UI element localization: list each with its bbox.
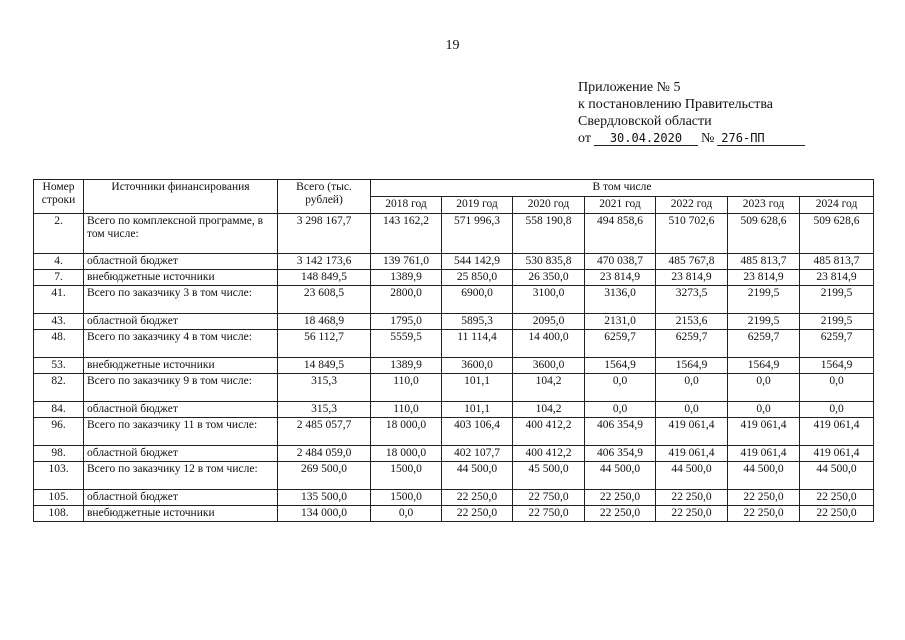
year-value-cell: 22 250,0 — [442, 506, 513, 522]
total-cell: 269 500,0 — [278, 462, 371, 490]
source-name-cell: Всего по заказчику 12 в том числе: — [84, 462, 278, 490]
year-value-cell: 45 500,0 — [513, 462, 585, 490]
year-value-cell: 25 850,0 — [442, 270, 513, 286]
year-value-cell: 6259,7 — [728, 330, 800, 358]
resolution-date-row — [578, 130, 805, 147]
total-cell: 315,3 — [278, 402, 371, 418]
from-label: от — [578, 131, 591, 146]
year-value-cell: 485 813,7 — [800, 254, 874, 270]
total-cell: 56 112,7 — [278, 330, 371, 358]
source-name-cell: областной бюджет — [84, 446, 278, 462]
year-value-cell: 6259,7 — [585, 330, 656, 358]
total-cell: 148 849,5 — [278, 270, 371, 286]
source-name-cell: областной бюджет — [84, 490, 278, 506]
source-name-cell: Всего по заказчику 9 в том числе: — [84, 374, 278, 402]
year-value-cell: 485 813,7 — [728, 254, 800, 270]
year-value-cell: 0,0 — [656, 402, 728, 418]
year-value-cell: 139 761,0 — [371, 254, 442, 270]
source-name-cell: областной бюджет — [84, 314, 278, 330]
header-including: В том числе — [371, 180, 874, 197]
header-year: 2022 год — [656, 197, 728, 214]
source-name-cell: внебюджетные источники — [84, 270, 278, 286]
year-value-cell: 23 814,9 — [585, 270, 656, 286]
row-number-cell: 43. — [34, 314, 84, 330]
header-year: 2023 год — [728, 197, 800, 214]
header-year: 2019 год — [442, 197, 513, 214]
header-total: Всего (тыс. рублей) — [278, 180, 371, 214]
year-value-cell: 11 114,4 — [442, 330, 513, 358]
year-value-cell: 419 061,4 — [728, 446, 800, 462]
year-value-cell: 544 142,9 — [442, 254, 513, 270]
year-value-cell: 510 702,6 — [656, 214, 728, 254]
row-number-cell: 96. — [34, 418, 84, 446]
table-body — [34, 214, 874, 522]
year-value-cell: 0,0 — [728, 402, 800, 418]
year-value-cell: 110,0 — [371, 402, 442, 418]
total-cell: 315,3 — [278, 374, 371, 402]
year-value-cell: 2131,0 — [585, 314, 656, 330]
header-row-number: Номер строки — [34, 180, 84, 214]
year-value-cell: 22 250,0 — [656, 506, 728, 522]
appendix-title: Приложение № 5 — [578, 80, 681, 95]
row-number-cell: 108. — [34, 506, 84, 522]
row-number-cell: 53. — [34, 358, 84, 374]
year-value-cell: 419 061,4 — [656, 446, 728, 462]
year-value-cell: 2199,5 — [728, 314, 800, 330]
table-row — [34, 286, 874, 314]
row-number-cell: 103. — [34, 462, 84, 490]
source-name-cell: Всего по комплексной программе, в том числе: — [84, 214, 278, 254]
year-value-cell: 3100,0 — [513, 286, 585, 314]
year-value-cell: 400 412,2 — [513, 418, 585, 446]
table-row — [34, 214, 874, 254]
year-value-cell: 402 107,7 — [442, 446, 513, 462]
year-value-cell: 419 061,4 — [656, 418, 728, 446]
appendix-line-resolution: к постановлению Правительства — [578, 97, 774, 112]
source-name-cell: Всего по заказчику 11 в том числе: — [84, 418, 278, 446]
year-value-cell: 419 061,4 — [800, 418, 874, 446]
year-value-cell: 104,2 — [513, 402, 585, 418]
table-row — [34, 374, 874, 402]
year-value-cell: 470 038,7 — [585, 254, 656, 270]
page-number: 19 — [445, 38, 460, 53]
year-value-cell: 22 250,0 — [800, 506, 874, 522]
year-value-cell: 23 814,9 — [656, 270, 728, 286]
table-row — [34, 270, 874, 286]
year-value-cell: 44 500,0 — [585, 462, 656, 490]
year-value-cell: 0,0 — [371, 506, 442, 522]
year-value-cell: 0,0 — [656, 374, 728, 402]
year-value-cell: 44 500,0 — [442, 462, 513, 490]
year-value-cell: 22 250,0 — [585, 490, 656, 506]
year-value-cell: 3273,5 — [656, 286, 728, 314]
header-sources: Источники финансирования — [84, 180, 278, 214]
year-value-cell: 1564,9 — [800, 358, 874, 374]
year-value-cell: 494 858,6 — [585, 214, 656, 254]
financing-table — [33, 179, 874, 522]
table-row — [34, 506, 874, 522]
total-cell: 3 298 167,7 — [278, 214, 371, 254]
year-value-cell: 104,2 — [513, 374, 585, 402]
table-row — [34, 418, 874, 446]
row-number-cell: 41. — [34, 286, 84, 314]
year-value-cell: 22 250,0 — [800, 490, 874, 506]
year-value-cell: 2153,6 — [656, 314, 728, 330]
year-value-cell: 1564,9 — [728, 358, 800, 374]
year-value-cell: 2095,0 — [513, 314, 585, 330]
year-value-cell: 18 000,0 — [371, 446, 442, 462]
year-value-cell: 419 061,4 — [800, 446, 874, 462]
year-value-cell: 3136,0 — [585, 286, 656, 314]
year-value-cell: 14 400,0 — [513, 330, 585, 358]
year-value-cell: 419 061,4 — [728, 418, 800, 446]
year-value-cell: 22 250,0 — [656, 490, 728, 506]
year-value-cell: 101,1 — [442, 402, 513, 418]
table-row — [34, 462, 874, 490]
year-value-cell: 3600,0 — [513, 358, 585, 374]
header-year: 2021 год — [585, 197, 656, 214]
year-value-cell: 1500,0 — [371, 462, 442, 490]
resolution-date: 30.04.2020 — [594, 131, 698, 146]
year-value-cell: 1389,9 — [371, 358, 442, 374]
year-value-cell: 2800,0 — [371, 286, 442, 314]
year-value-cell: 5559,5 — [371, 330, 442, 358]
total-cell: 134 000,0 — [278, 506, 371, 522]
year-value-cell: 44 500,0 — [728, 462, 800, 490]
row-number-cell: 48. — [34, 330, 84, 358]
year-value-cell: 0,0 — [728, 374, 800, 402]
appendix-line-region: Свердловской области — [578, 114, 712, 129]
source-name-cell: областной бюджет — [84, 254, 278, 270]
row-number-cell: 82. — [34, 374, 84, 402]
row-number-cell: 2. — [34, 214, 84, 254]
year-value-cell: 3600,0 — [442, 358, 513, 374]
year-value-cell: 403 106,4 — [442, 418, 513, 446]
header-year: 2020 год — [513, 197, 585, 214]
year-value-cell: 2199,5 — [800, 286, 874, 314]
year-value-cell: 509 628,6 — [800, 214, 874, 254]
year-value-cell: 44 500,0 — [800, 462, 874, 490]
year-value-cell: 6259,7 — [800, 330, 874, 358]
total-cell: 3 142 173,6 — [278, 254, 371, 270]
year-value-cell: 400 412,2 — [513, 446, 585, 462]
year-value-cell: 1795,0 — [371, 314, 442, 330]
table-row — [34, 446, 874, 462]
year-value-cell: 23 814,9 — [728, 270, 800, 286]
total-cell: 2 485 057,7 — [278, 418, 371, 446]
row-number-cell: 4. — [34, 254, 84, 270]
year-value-cell: 1389,9 — [371, 270, 442, 286]
total-cell: 23 608,5 — [278, 286, 371, 314]
year-value-cell: 5895,3 — [442, 314, 513, 330]
year-value-cell: 1564,9 — [585, 358, 656, 374]
header-year: 2024 год — [800, 197, 874, 214]
number-label: № — [700, 131, 715, 146]
year-value-cell: 1564,9 — [656, 358, 728, 374]
year-value-cell: 22 750,0 — [513, 506, 585, 522]
year-value-cell: 143 162,2 — [371, 214, 442, 254]
year-value-cell: 44 500,0 — [656, 462, 728, 490]
year-value-cell: 571 996,3 — [442, 214, 513, 254]
total-cell: 14 849,5 — [278, 358, 371, 374]
year-value-cell: 509 628,6 — [728, 214, 800, 254]
table-row — [34, 402, 874, 418]
year-value-cell: 2199,5 — [800, 314, 874, 330]
year-value-cell: 18 000,0 — [371, 418, 442, 446]
year-value-cell: 406 354,9 — [585, 446, 656, 462]
year-value-cell: 110,0 — [371, 374, 442, 402]
table-row — [34, 314, 874, 330]
year-value-cell: 1500,0 — [371, 490, 442, 506]
source-name-cell: областной бюджет — [84, 402, 278, 418]
year-value-cell: 6259,7 — [656, 330, 728, 358]
year-value-cell: 485 767,8 — [656, 254, 728, 270]
row-number-cell: 7. — [34, 270, 84, 286]
year-value-cell: 0,0 — [585, 402, 656, 418]
table-row — [34, 358, 874, 374]
year-value-cell: 0,0 — [800, 402, 874, 418]
header-row-top — [34, 180, 874, 197]
year-value-cell: 530 835,8 — [513, 254, 585, 270]
year-value-cell: 22 250,0 — [442, 490, 513, 506]
source-name-cell: внебюджетные источники — [84, 358, 278, 374]
source-name-cell: Всего по заказчику 4 в том числе: — [84, 330, 278, 358]
total-cell: 2 484 059,0 — [278, 446, 371, 462]
year-value-cell: 6900,0 — [442, 286, 513, 314]
table-row — [34, 254, 874, 270]
year-value-cell: 101,1 — [442, 374, 513, 402]
source-name-cell: внебюджетные источники — [84, 506, 278, 522]
table-row — [34, 330, 874, 358]
year-value-cell: 26 350,0 — [513, 270, 585, 286]
year-value-cell: 23 814,9 — [800, 270, 874, 286]
year-value-cell: 22 250,0 — [728, 490, 800, 506]
table-row — [34, 490, 874, 506]
source-name-cell: Всего по заказчику 3 в том числе: — [84, 286, 278, 314]
year-value-cell: 406 354,9 — [585, 418, 656, 446]
year-value-cell: 22 250,0 — [728, 506, 800, 522]
year-value-cell: 2199,5 — [728, 286, 800, 314]
header-year: 2018 год — [371, 197, 442, 214]
appendix-block — [578, 79, 805, 147]
year-value-cell: 0,0 — [585, 374, 656, 402]
year-value-cell: 22 250,0 — [585, 506, 656, 522]
row-number-cell: 98. — [34, 446, 84, 462]
year-value-cell: 0,0 — [800, 374, 874, 402]
row-number-cell: 105. — [34, 490, 84, 506]
resolution-number: 276-ПП — [717, 131, 805, 146]
year-value-cell: 558 190,8 — [513, 214, 585, 254]
total-cell: 18 468,9 — [278, 314, 371, 330]
year-value-cell: 22 750,0 — [513, 490, 585, 506]
total-cell: 135 500,0 — [278, 490, 371, 506]
row-number-cell: 84. — [34, 402, 84, 418]
